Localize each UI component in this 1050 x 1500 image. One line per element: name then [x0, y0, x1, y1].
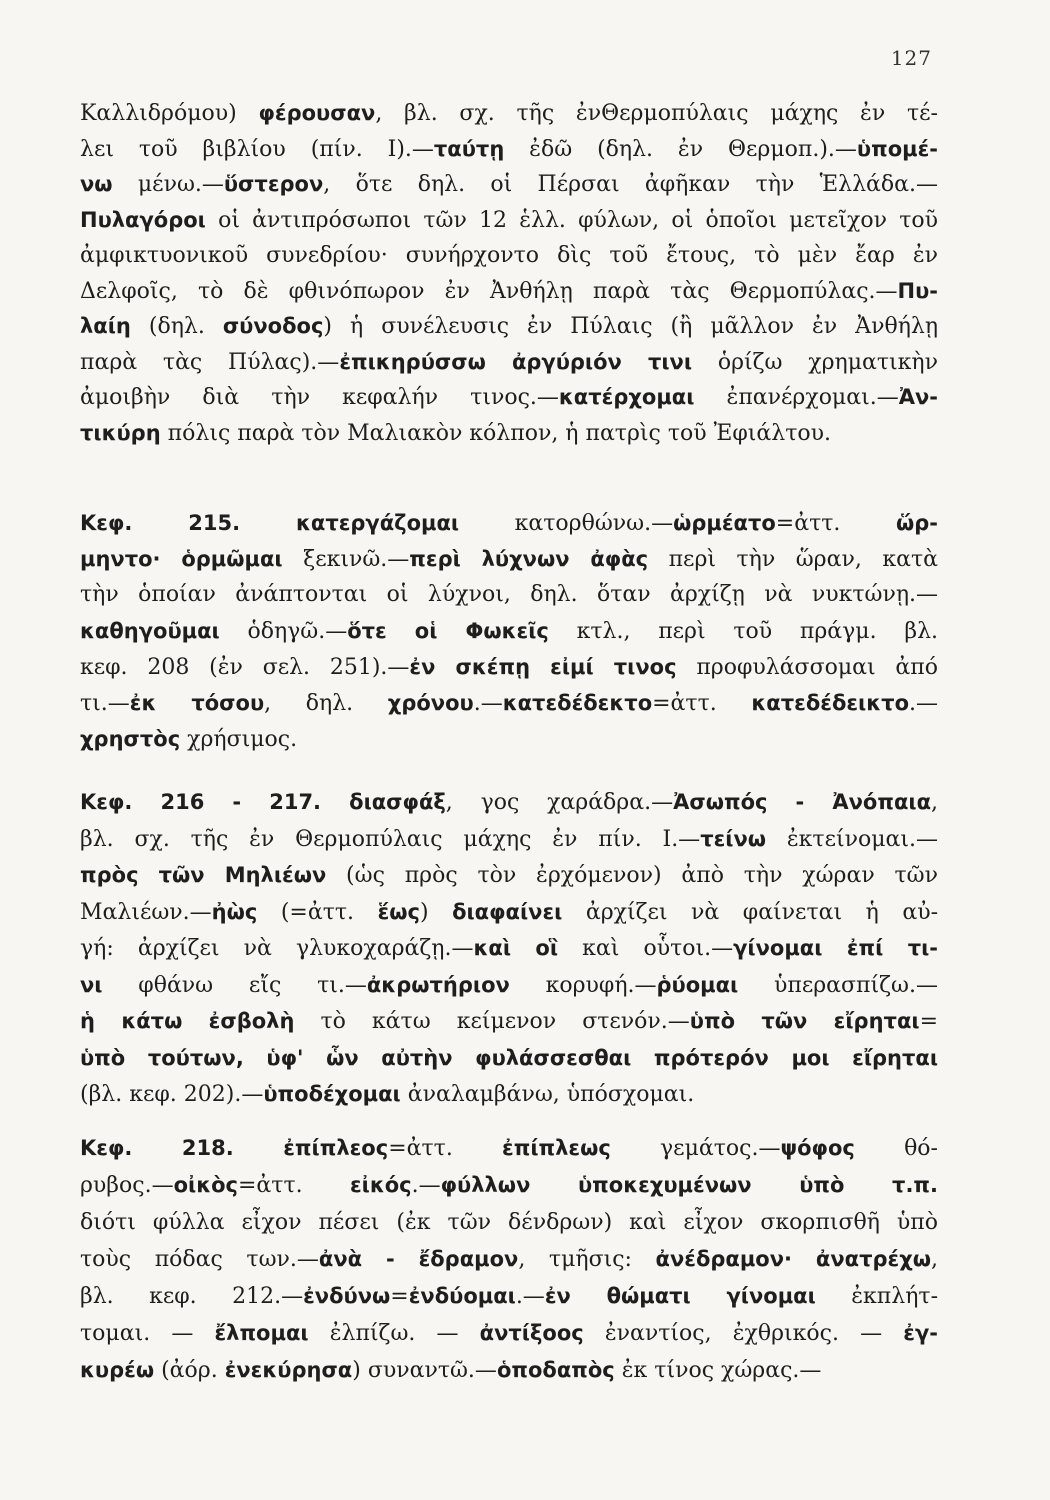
- gloss-text: καὶ οὗτοι.—: [558, 936, 734, 961]
- headword: νι: [80, 972, 103, 997]
- headword: Πυ-: [897, 278, 938, 303]
- gloss-text: ἀναλαμβάνω, ὑπόσχομαι.: [400, 1082, 695, 1107]
- headword: καὶ οἳ: [473, 936, 559, 960]
- text-line: [80, 721, 938, 757]
- gloss-text: Μαλιέων.—: [80, 899, 212, 925]
- headword: λαίη: [80, 314, 131, 338]
- headword: ὅτε οἱ Φωκεῖς: [347, 619, 549, 643]
- gloss-text: τὴν ὁποίαν ἀνάπτονται οἱ λύχνοι, δηλ. ὅταν ἀρχίζῃ νὰ νυκτώνῃ.—: [80, 582, 938, 607]
- text-line: [80, 96, 938, 132]
- page-number: 127: [890, 46, 932, 70]
- text-line: [80, 784, 938, 821]
- gloss-text: διότι φύλλα εἶχον πέσει (ἐκ τῶν δένδρων) καὶ εἶχον σκορπισθῆ ὑπὸ: [80, 1210, 938, 1235]
- gloss-text: κεφ. 208 (ἐν σελ. 251).—: [80, 655, 410, 680]
- headword: ἐπίπλεως: [502, 1136, 611, 1160]
- headword: ἡ κάτω ἐσβολὴ: [80, 1009, 295, 1033]
- gloss-text: .—: [515, 1284, 545, 1309]
- headword: διαφαίνει: [452, 899, 563, 924]
- text-line: [80, 203, 938, 239]
- gloss-text: λει τοῦ βιβλίου (πίν. Ι).—: [80, 136, 434, 162]
- headword: ὑπὸ τῶν εἴρηται: [689, 1009, 920, 1033]
- gloss-text: =ἀττ.: [775, 511, 896, 536]
- headword: κυρέω: [80, 1358, 155, 1382]
- gloss-text: γεμάτος.—: [610, 1136, 781, 1161]
- text-line: [80, 613, 938, 649]
- gloss-text: βλ. σχ. τῆς ἐν Θερμοπύλαις μάχης ἐν πίν. Ι.—: [80, 826, 701, 852]
- headword: ἐνδύομαι: [408, 1284, 516, 1308]
- headword: φύλλων ὑποκεχυμένων ὑπὸ τ.π.: [440, 1173, 938, 1197]
- gloss-text: .—: [909, 691, 938, 716]
- headword: ὑπὸ τούτων, ὑφ' ὧν αὐτὴν φυλάσσεσθαι πρότερόν μοι εἴρηται: [80, 1045, 938, 1070]
- headword: ἐκ τόσου: [129, 691, 265, 715]
- gloss-text: πόλις παρὰ τὸν Μαλιακὸν κόλπον, ἡ πατρὶς τοῦ Ἐφιάλτου.: [160, 420, 832, 446]
- headword: τείνω: [700, 826, 767, 851]
- text-line: [80, 967, 938, 1004]
- gloss-text: προφυλάσσομαι ἀπό: [676, 655, 938, 680]
- text-line: [80, 416, 938, 452]
- gloss-text: (ἀόρ.: [154, 1358, 225, 1383]
- gloss-text: (βλ. κεφ. 202).—: [80, 1082, 264, 1107]
- headword: φέρουσαν: [258, 101, 376, 125]
- text-line: [80, 1003, 938, 1040]
- gloss-text: ἐκ τίνος χώρας.—: [614, 1358, 822, 1383]
- text-line: [80, 1076, 938, 1113]
- gloss-text: οἱ ἀντιπρόσωποι τῶν 12 ἑλλ. φύλων, οἱ ὁποῖοι μετεῖχον τοῦ: [205, 207, 938, 233]
- text-line: [80, 1352, 938, 1389]
- gloss-text: ἐκτείνομαι.—: [766, 826, 938, 852]
- headword: ὁποδαπὸς: [496, 1358, 615, 1382]
- text-line: [80, 821, 938, 858]
- headword: Κεφ. 215. κατεργάζομαι: [80, 511, 460, 535]
- gloss-text: ἐκπλήτ-: [815, 1284, 938, 1309]
- text-line: [80, 1241, 938, 1278]
- headword: ὑπομέ-: [856, 136, 938, 161]
- text-line: [80, 505, 938, 541]
- gloss-text: ἐπανέρχομαι.—: [694, 385, 899, 410]
- gloss-text: .—: [473, 691, 503, 716]
- gloss-text: (ὡς πρὸς τὸν ἐρχόμενον) ἀπὸ τὴν χώραν τῶν: [326, 863, 938, 888]
- headword: νω: [80, 172, 113, 196]
- paragraph-chapter-215: [80, 505, 938, 757]
- paragraph-glossary-continued: [80, 96, 938, 451]
- gloss-text: ὁρίζω χρηματικὴν: [692, 349, 938, 375]
- text-line: [80, 167, 938, 203]
- gloss-text: ὁδηγῶ.—: [219, 619, 348, 644]
- gloss-text: περὶ τὴν ὥραν, κατὰ: [648, 547, 938, 572]
- gloss-text: ἀμφικτυονικοῦ συνεδρίου· συνήρχοντο δὶς τοῦ ἔτους, τὸ μὲν ἔαρ ἐν: [80, 243, 938, 268]
- gloss-text: (=ἀττ.: [257, 899, 378, 925]
- headword: ἐν θώματι γίνομαι: [544, 1284, 816, 1308]
- text-line: [80, 649, 938, 685]
- headword: οἰκὸς: [173, 1173, 238, 1197]
- gloss-text: , δηλ.: [264, 691, 388, 716]
- gloss-text: κτλ., περὶ τοῦ πράγμ. βλ.: [548, 619, 938, 644]
- headword: χρηστὸς: [80, 727, 181, 751]
- gloss-text: (δηλ.: [130, 314, 223, 339]
- gloss-text: τομαι. —: [80, 1321, 215, 1346]
- headword: κατεδέδεικτο: [751, 691, 909, 715]
- gloss-text: θό-: [854, 1136, 938, 1161]
- headword: ἀκρωτήριον: [366, 972, 510, 997]
- gloss-text: ἀρχίζει νὰ φαίνεται ἡ αὐ-: [562, 899, 938, 925]
- headword: μηντο· ὁρμῶμαι: [80, 547, 283, 571]
- gloss-text: μένω.—: [112, 172, 224, 197]
- headword: ἐνεκύρησα: [224, 1358, 353, 1382]
- headword: ῥύομαι: [656, 972, 739, 997]
- text-line: [80, 274, 938, 310]
- headword: γίνομαι ἐπί τι-: [733, 936, 938, 960]
- text-line: [80, 132, 938, 168]
- gloss-text: βλ. κεφ. 212.—: [80, 1284, 304, 1309]
- gloss-text: , γος χαράδρα.—: [445, 790, 674, 815]
- headword: Κεφ. 216 - 217. διασφάξ: [80, 790, 446, 814]
- gloss-text: χρήσιμος.: [180, 727, 298, 752]
- headword: Κεφ. 218. ἐπίπλεος: [80, 1136, 389, 1160]
- headword: ὕστερον: [223, 172, 324, 196]
- headword: τικύρη: [80, 420, 161, 445]
- text-line: [80, 1130, 938, 1167]
- headword: καθηγοῦμαι: [80, 619, 220, 643]
- headword: περὶ λύχνων ἀφὰς: [409, 547, 649, 571]
- gloss-text: =: [390, 1284, 409, 1309]
- gloss-text: τι.—: [80, 691, 130, 716]
- headword: χρόνου: [387, 691, 474, 715]
- headword: ὥρ-: [896, 511, 938, 535]
- gloss-text: Δελφοῖς, τὸ δὲ φθινόπωρον ἐν Ἀνθήλῃ παρὰ τὰς Θερμοπύλας.—: [80, 278, 898, 304]
- headword: ὡρμέατο: [673, 511, 776, 535]
- headword: ταύτῃ: [433, 136, 505, 161]
- gloss-text: φθάνω εἴς τι.—: [102, 972, 367, 998]
- headword: ἠὼς: [211, 899, 258, 924]
- gloss-text: , βλ. σχ. τῆς ἐνΘερμοπύλαις μάχης ἐν τέ-: [375, 101, 938, 126]
- gloss-text: ξεκινῶ.—: [282, 547, 410, 572]
- headword: ἕως: [377, 899, 420, 924]
- gloss-text: ἐλπίζω. —: [308, 1321, 480, 1346]
- headword: ἀντίξοος: [479, 1321, 584, 1345]
- headword: εἰκός: [349, 1173, 412, 1197]
- headword: κατέρχομαι: [558, 385, 695, 409]
- gloss-text: =ἀττ.: [238, 1173, 350, 1198]
- gloss-text: ρυβος.—: [80, 1173, 174, 1198]
- gloss-text: ,: [931, 1247, 938, 1272]
- headword: ἐν σκέπῃ εἰμί τινος: [409, 655, 677, 679]
- headword: Ἀσωπός - Ἀνόπαια: [673, 790, 931, 814]
- gloss-text: κατορθώνω.—: [459, 511, 674, 536]
- text-line: [80, 1315, 938, 1352]
- gloss-text: γή: ἀρχίζει νὰ γλυκοχαράζῃ.—: [80, 936, 474, 961]
- gloss-text: ὑπερασπίζω.—: [738, 972, 938, 998]
- gloss-text: , τμῆσις:: [518, 1247, 656, 1272]
- gloss-text: τὸ κάτω κείμενον στενόν.—: [294, 1009, 690, 1034]
- headword: ἀνέδραμον· ἀνατρέχω: [655, 1247, 931, 1271]
- gloss-text: ἀμοιβὴν διὰ τὴν κεφαλήν τινος.—: [80, 385, 559, 410]
- text-line: [80, 857, 938, 894]
- headword: πρὸς τῶν Μηλιέων: [80, 863, 327, 887]
- gloss-text: =ἀττ.: [388, 1136, 503, 1161]
- text-line: [80, 309, 938, 345]
- text-line: [80, 345, 938, 381]
- text-line: [80, 1204, 938, 1241]
- headword: κατεδέδεκτο: [502, 691, 653, 715]
- gloss-text: ,: [931, 790, 938, 815]
- text-line: [80, 685, 938, 721]
- gloss-text: παρὰ τὰς Πύλας).—: [80, 349, 340, 375]
- text-line: [80, 930, 938, 967]
- text-line: [80, 238, 938, 274]
- headword: ἀνὰ - ἔδραμον: [318, 1247, 519, 1271]
- text-line: [80, 894, 938, 931]
- gloss-text: =ἀττ.: [652, 691, 752, 716]
- headword: ἐπικηρύσσω ἀργύριόν τινι: [339, 349, 693, 374]
- headword: ἔλπομαι: [214, 1321, 309, 1345]
- headword: ἐγ-: [903, 1321, 938, 1345]
- text-line: [80, 1167, 938, 1204]
- headword: ὑποδέχομαι: [263, 1082, 401, 1106]
- text-line: [80, 577, 938, 613]
- headword: Πυλαγόροι: [80, 207, 206, 232]
- gloss-text: τοὺς πόδας των.—: [80, 1247, 319, 1272]
- gloss-text: ) ἡ συνέλευσις ἐν Πύλαις (ἢ μᾶλλον ἐν Ἀνθήλῃ: [323, 314, 938, 339]
- gloss-text: =: [919, 1009, 938, 1034]
- text-line: [80, 380, 938, 416]
- gloss-text: ) συναντῶ.—: [352, 1358, 497, 1383]
- headword: Ἀν-: [898, 385, 938, 409]
- gloss-text: κορυφή.—: [509, 972, 657, 998]
- gloss-text: ): [419, 899, 453, 925]
- gloss-text: .—: [411, 1173, 441, 1198]
- gloss-text: Καλλιδρόμου): [80, 101, 259, 126]
- headword: σύνοδος: [222, 314, 324, 338]
- headword: ἐνδύνω: [303, 1284, 391, 1308]
- paragraph-chapter-218: [80, 1130, 938, 1389]
- gloss-text: ἐναντίος, ἐχθρικός. —: [583, 1321, 904, 1346]
- paragraph-chapter-216-217: [80, 784, 938, 1113]
- headword: ψόφος: [780, 1136, 855, 1160]
- gloss-text: ἐδῶ (δηλ. ἐν Θερμοπ.).—: [504, 136, 857, 162]
- text-line: [80, 541, 938, 577]
- text-line: [80, 1278, 938, 1315]
- gloss-text: , ὅτε δηλ. οἱ Πέρσαι ἀφῆκαν τὴν Ἑλλάδα.—: [323, 172, 938, 197]
- text-line: [80, 1040, 938, 1077]
